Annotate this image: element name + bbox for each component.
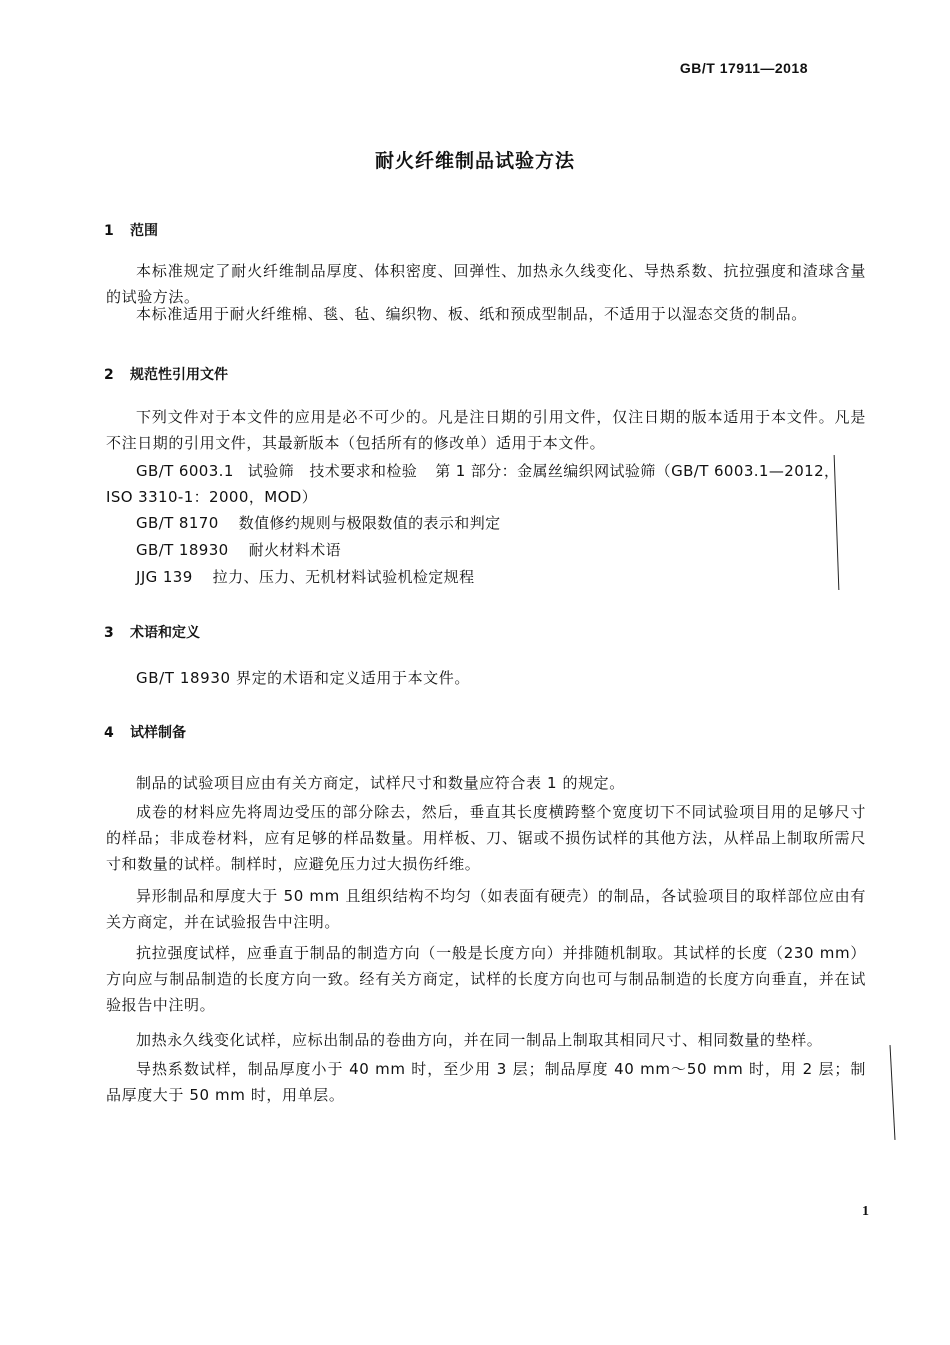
section-title: 规范性引用文件 [130, 367, 228, 383]
section-4-paragraph: 抗拉强度试样，应垂直于制品的制造方向（一般是长度方向）并排随机制取。其试样的长度（230 mm）方向应与制品制造的长度方向一致。经有关方商定，试样的长度方向也可与制品制造的长度方向垂直，并在试验报告中注明。 [106, 944, 866, 1014]
reference-item [136, 539, 341, 560]
section-title: 试样制备 [130, 725, 186, 741]
section-number: 4 [104, 725, 114, 741]
reference-part: 第 1 部分：金属丝编织网试验筛（GB/T 6003.1—2012， [435, 462, 840, 480]
section-1-heading [104, 220, 158, 240]
section-1-paragraph: 本标准规定了耐火纤维制品厚度、体积密度、回弹性、加热永久线变化、导热系数、抗拉强度和渣球含量的试验方法。 [106, 262, 866, 306]
section-2-intro: 下列文件对于本文件的应用是必不可少的。凡是注日期的引用文件，仅注日期的版本适用于本文件。凡是不注日期的引用文件，其最新版本（包括所有的修改单）适用于本文件。 [106, 408, 866, 452]
section-4-paragraph: 成卷的材料应先将周边受压的部分除去，然后，垂直其长度横跨整个宽度切下不同试验项目用的足够尺寸的样品；非成卷材料，应有足够的样品数量。用样板、刀、锯或不损伤试样的其他方法，从样品上制取所需尺寸和数量的试样。制样时，应避免压力过大损伤纤维。 [106, 803, 866, 873]
section-number: 3 [104, 625, 114, 641]
section-4-paragraph: 加热永久线变化试样，应标出制品的卷曲方向，并在同一制品上制取其相同尺寸、相同数量的垫样。 [136, 1031, 823, 1049]
standard-code: GB/T 17911—2018 [679, 60, 808, 76]
document-title: 耐火纤维制品试验方法 [374, 150, 575, 172]
section-number: 2 [104, 367, 114, 383]
section-4-paragraph: 制品的试验项目应由有关方商定，试样尺寸和数量应符合表 1 的规定。 [136, 774, 625, 792]
reference-code: GB/T 8170 [136, 514, 219, 532]
change-bar [890, 1045, 896, 1140]
section-3-heading [104, 622, 200, 642]
section-4-paragraph: 异形制品和厚度大于 50 mm 且组织结构不均匀（如表面有硬壳）的制品，各试验项目的取样部位应由有关方商定，并在试验报告中注明。 [106, 887, 866, 931]
section-title: 范围 [130, 223, 158, 239]
section-3-paragraph: GB/T 18930 界定的术语和定义适用于本文件。 [136, 669, 470, 687]
reference-title: 拉力、压力、无机材料试验机检定规程 [212, 568, 475, 586]
reference-code: GB/T 6003.1 [136, 462, 234, 480]
reference-title: 试验筛 技术要求和检验 [247, 462, 418, 480]
section-number: 1 [104, 223, 114, 239]
section-4-paragraph: 导热系数试样，制品厚度小于 40 mm 时，至少用 3 层；制品厚度 40 mm～50 mm 时，用 2 层；制品厚度大于 50 mm 时，用单层。 [106, 1060, 866, 1104]
reference-item-continuation: ISO 3310-1：2000，MOD） [106, 488, 318, 506]
page-number: 1 [862, 1204, 869, 1219]
reference-code: GB/T 18930 [136, 541, 229, 559]
reference-code: JJG 139 [136, 568, 193, 586]
reference-title: 耐火材料术语 [248, 541, 342, 559]
section-title: 术语和定义 [130, 625, 200, 641]
reference-item [136, 512, 501, 533]
section-2-heading [104, 364, 228, 384]
reference-item [136, 460, 839, 481]
section-4-heading [104, 722, 186, 742]
reference-title: 数值修约规则与极限数值的表示和判定 [238, 514, 501, 532]
reference-item [136, 566, 474, 587]
section-1-paragraph: 本标准适用于耐火纤维棉、毯、毡、编织物、板、纸和预成型制品，不适用于以湿态交货的制品。 [136, 305, 807, 323]
